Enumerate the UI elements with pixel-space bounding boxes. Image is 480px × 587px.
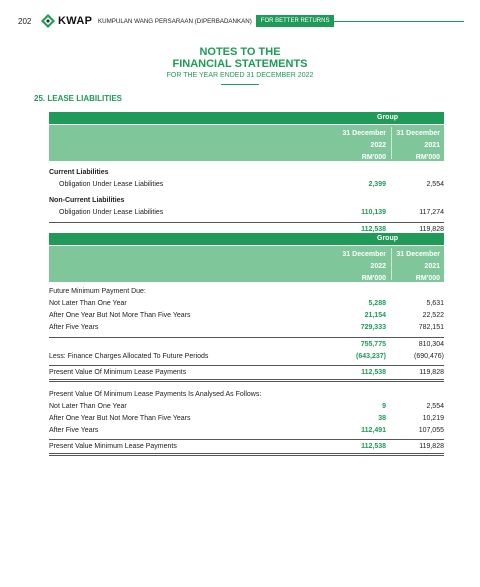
lease-liabilities-table: [49, 112, 444, 240]
current-liabilities-heading: Current Liabilities: [49, 169, 109, 176]
value-2021: (690,476): [414, 353, 444, 360]
value-2022: 9: [382, 403, 386, 410]
subtotal-2022: 755,775: [360, 341, 386, 348]
row-label: Less: Finance Charges Allocated To Future Periods: [49, 353, 209, 360]
col-2022-year: 2022: [370, 263, 386, 270]
value-2022: (643,237): [356, 353, 386, 360]
col-2022-line1: 31 December: [342, 130, 386, 137]
table-row: [49, 207, 444, 219]
page-subtitle: FOR THE YEAR ENDED 31 DECEMBER 2022: [166, 72, 314, 79]
row-label: After One Year But Not More Than Five Years: [49, 415, 191, 422]
value-2021: 10,219: [422, 415, 444, 422]
table-row: [49, 310, 444, 322]
column-header-2021: [386, 128, 440, 164]
final-present-value-row: [49, 439, 444, 456]
logo-text: KWAP: [58, 15, 93, 27]
row-label: After Five Years: [49, 324, 99, 331]
col-2021-year: 2021: [424, 263, 440, 270]
value-2022: 110,139: [361, 209, 386, 216]
value-2021: 119,828: [419, 369, 444, 376]
table-row: [49, 401, 444, 413]
fmp-heading: Future Minimum Payment Due:: [49, 288, 146, 295]
organization-name: KUMPULAN WANG PERSARAAN (DIPERBADANKAN): [98, 17, 252, 25]
value-2022: 112,538: [361, 369, 386, 376]
column-header-2022: [332, 249, 386, 285]
subtotal-2021: 810,304: [418, 341, 444, 348]
table-row: [49, 298, 444, 310]
column-header-band: [49, 246, 444, 282]
col-2021-line1: 31 December: [396, 130, 440, 137]
column-header-band: [49, 125, 444, 161]
kwap-logo-icon: [40, 13, 56, 29]
analysis-heading: Present Value Of Minimum Lease Payments Is Analysed As Follows:: [49, 391, 262, 398]
table-row: [49, 167, 444, 179]
table-row: [49, 425, 444, 437]
row-label: Not Later Than One Year: [49, 300, 127, 307]
col-2022-line1: 31 December: [342, 251, 386, 258]
table-row: [49, 195, 444, 207]
page-title-line2: FINANCIAL STATEMENTS: [172, 58, 308, 70]
table-row: [49, 286, 444, 298]
table-row: [49, 179, 444, 191]
group-label: Group: [377, 114, 398, 121]
value-2021: 107,055: [418, 427, 444, 434]
value-2022: 112,538: [361, 443, 386, 450]
header-rule: [334, 21, 464, 22]
non-current-liabilities-heading: Non-Current Liabilities: [49, 197, 125, 204]
col-2021-unit: RM'000: [415, 275, 440, 282]
col-2021-line1: 31 December: [396, 251, 440, 258]
row-label: Present Value Minimum Lease Payments: [49, 443, 177, 450]
row-label: After Five Years: [49, 427, 99, 434]
page-number: 202: [18, 16, 32, 26]
table-row: [49, 322, 444, 334]
row-label: Not Later Than One Year: [49, 403, 127, 410]
present-value-row: [49, 365, 444, 382]
row-label: Obligation Under Lease Liabilities: [59, 209, 164, 216]
col-2022-year: 2022: [370, 142, 386, 149]
total-2022: 112,538: [361, 226, 386, 233]
value-2021: 782,151: [418, 324, 444, 331]
kwap-logo: [40, 13, 94, 29]
minimum-lease-payments-table: [49, 233, 444, 456]
value-2021: 5,631: [426, 300, 444, 307]
col-2022-unit: RM'000: [361, 275, 386, 282]
subtotal-row: [49, 337, 444, 351]
value-2022: 5,288: [368, 300, 386, 307]
title-rule: [221, 84, 259, 85]
value-2022: 729,333: [360, 324, 386, 331]
value-2021: 22,522: [422, 312, 444, 319]
group-label: Group: [377, 235, 398, 242]
col-2021-unit: RM'000: [415, 154, 440, 161]
group-header: [49, 233, 444, 245]
page-title-line1: NOTES TO THE: [199, 46, 281, 58]
page-title-block: [0, 46, 480, 85]
column-header-2021: [386, 249, 440, 285]
column-header-2022: [332, 128, 386, 164]
row-label: Present Value Of Minimum Lease Payments: [49, 369, 187, 376]
table-row: [49, 351, 444, 363]
value-2021: 117,274: [419, 209, 444, 216]
value-2022: 2,399: [368, 181, 386, 188]
row-label: Obligation Under Lease Liabilities: [59, 181, 164, 188]
col-2022-unit: RM'000: [361, 154, 386, 161]
table-row: [49, 389, 444, 401]
value-2022: 38: [378, 415, 386, 422]
value-2022: 112,491: [361, 427, 386, 434]
value-2021: 119,828: [419, 443, 444, 450]
page-header: [18, 11, 464, 31]
value-2021: 2,554: [426, 403, 444, 410]
section-heading: 25. LEASE LIABILITIES: [34, 94, 123, 103]
group-header: [49, 112, 444, 124]
row-label: After One Year But Not More Than Five Years: [49, 312, 191, 319]
table-row: [49, 413, 444, 425]
total-2021: 119,828: [419, 226, 444, 233]
value-2021: 2,554: [426, 181, 444, 188]
tagline-badge: FOR BETTER RETURNS: [256, 15, 335, 27]
value-2022: 21,154: [364, 312, 386, 319]
col-2021-year: 2021: [424, 142, 440, 149]
